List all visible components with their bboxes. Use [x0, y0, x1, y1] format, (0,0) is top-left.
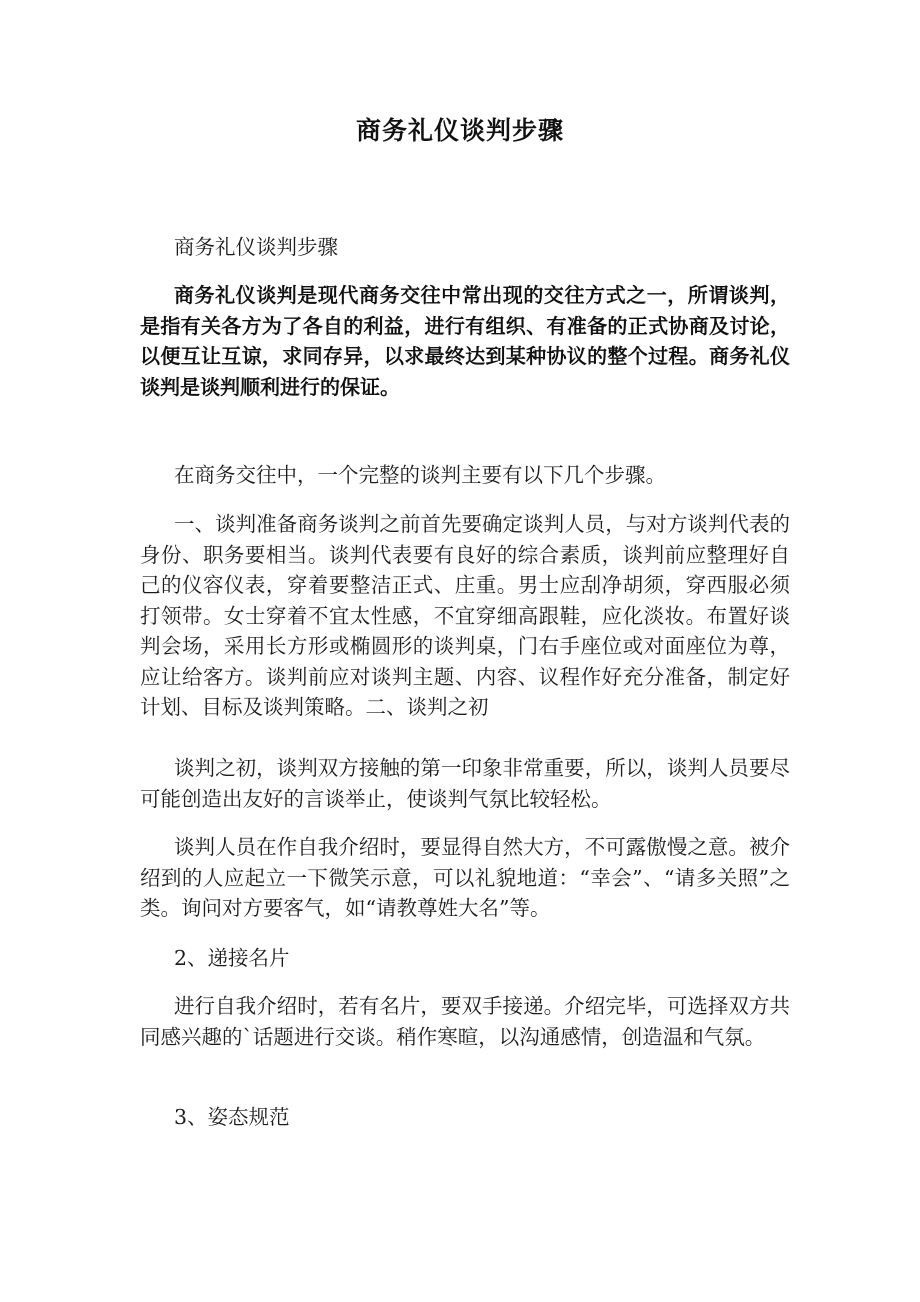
intro-paragraph: 商务礼仪谈判是现代商务交往中常出现的交往方式之一，所谓谈判，是指有关各方为了各自的利益，进行有组织、有准备的正式协商及讨论，以便互让互谅，求同存异，以求最终达到某种协议的整个过程。商务礼仪谈判是谈判顺利进行的保证。 — [140, 283, 790, 399]
opening-paragraph: 谈判之初，谈判双方接触的第一印象非常重要，所以，谈判人员要尽可能创造出友好的言谈举止，使谈判气氛比较轻松。 — [140, 756, 790, 811]
posture-heading: 3、姿态规范 — [174, 1105, 290, 1129]
document-title: 商务礼仪谈判步骤 — [355, 116, 564, 145]
business-cards-paragraph: 进行自我介绍时，若有名片，要双手接递。介绍完毕，可选择双方共同感兴趣的`话题进行交谈。稍作寒暄，以沟通感情，创造温和气氛。 — [140, 994, 790, 1049]
self-introduction-paragraph: 谈判人员在作自我介绍时，要显得自然大方，不可露傲慢之意。被介绍到的人应起立一下微笑示意，可以礼貌地道：“幸会”、“请多关照”之类。询问对方要客气，如“请教尊姓大名”等。 — [140, 835, 790, 920]
subtitle-paragraph: 商务礼仪谈判步骤 — [174, 235, 338, 259]
steps-lead-paragraph: 在商务交往中，一个完整的谈判主要有以下几个步骤。 — [174, 463, 666, 487]
preparation-paragraph: 一、谈判准备商务谈判之前首先要确定谈判人员，与对方谈判代表的身份、职务要相当。谈判代表要有良好的综合素质，谈判前应整理好自己的仪容仪表，穿着要整洁正式、庄重。男士应刮净胡须，穿西服必须打领带。女士穿着不宜太性感，不宜穿细高跟鞋，应化淡妆。布置好谈判会场，采用长方形或椭圆形的谈判桌，门右手座位或对面座位为尊，应让给客方。谈判前应对谈判主题、内容、议程作好充分准备，制定好计划、目标及谈判策略。二、谈判之初 — [140, 512, 790, 719]
business-cards-heading: 2、递接名片 — [174, 946, 290, 970]
